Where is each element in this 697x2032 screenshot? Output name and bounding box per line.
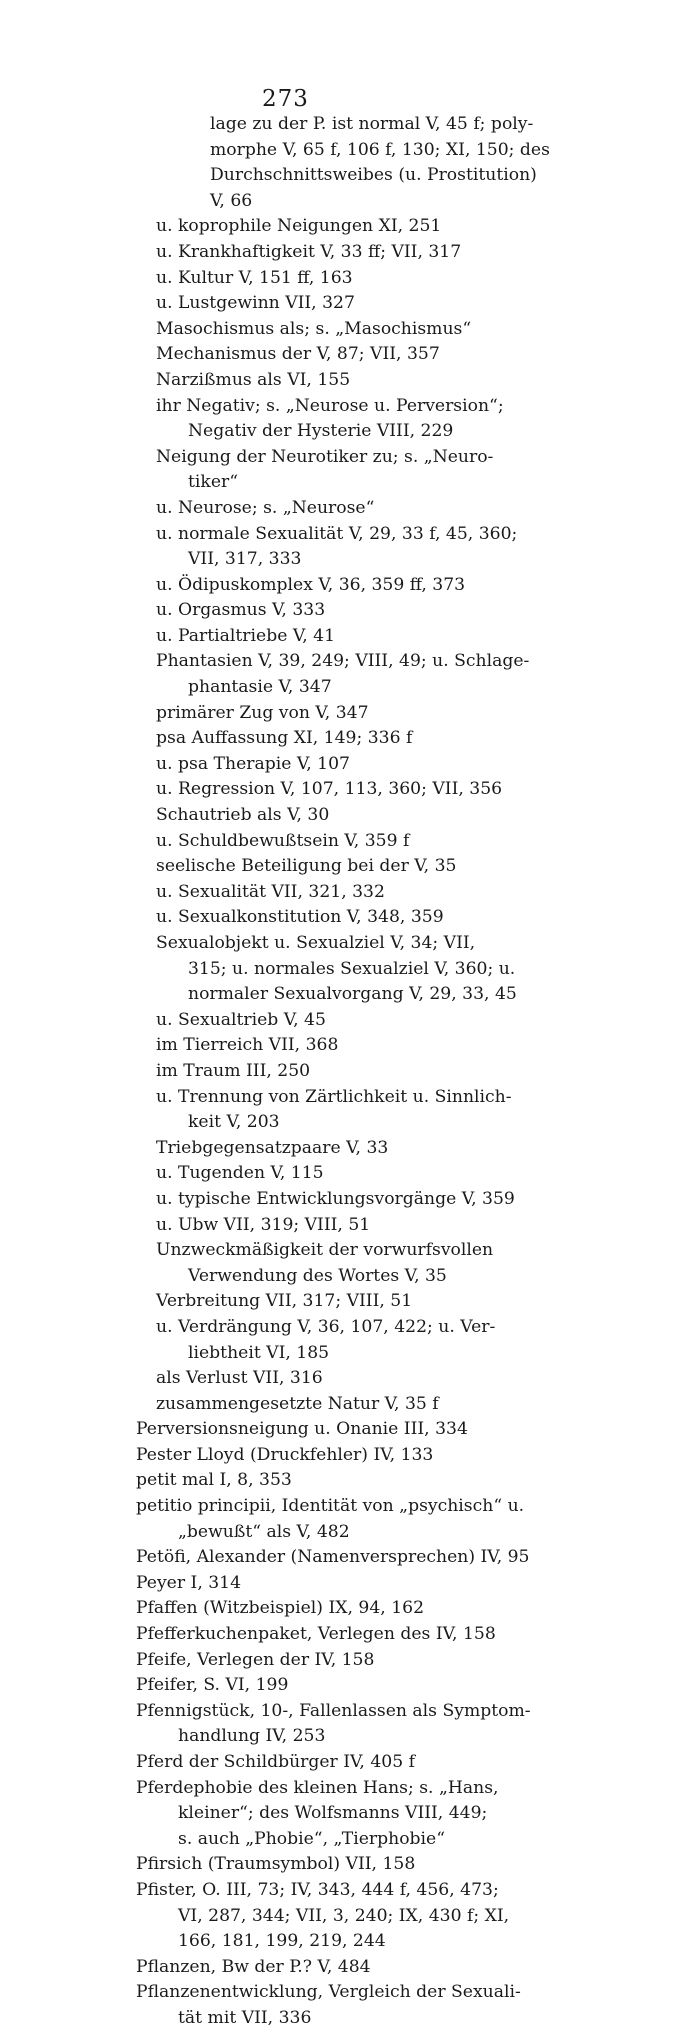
- index-line: u. Neurose; s. „Neurose“: [156, 497, 375, 518]
- index-line: lage zu der P. ist normal V, 45 f; poly-: [210, 114, 534, 134]
- index-line: morphe V, 65 f, 106 f, 130; XI, 150; des: [210, 139, 550, 160]
- index-line: Pfeifer, S. VI, 199: [136, 1675, 289, 1696]
- index-line: s. auch „Phobie“, „Tierphobie“: [178, 1828, 446, 1849]
- index-line: V, 66: [210, 190, 253, 211]
- index-line: Pfennigstück, 10-, Fallenlassen als Symptom-: [136, 1700, 531, 1721]
- index-line: u. koprophile Neigungen XI, 251: [156, 216, 442, 237]
- index-line: Peyer I, 314: [136, 1572, 242, 1593]
- index-line: Pflanzen, Bw der P.? V, 484: [136, 1956, 371, 1977]
- index-line: Triebgegensatzpaare V, 33: [156, 1137, 389, 1158]
- index-line: Pfeife, Verlegen der IV, 158: [136, 1649, 375, 1670]
- index-line: Phantasien V, 39, 249; VIII, 49; u. Schlage-: [156, 651, 530, 672]
- index-line: Pester Lloyd (Druckfehler) IV, 133: [136, 1444, 434, 1465]
- index-line: Verbreitung VII, 317; VIII, 51: [156, 1291, 413, 1312]
- index-line: Mechanismus der V, 87; VII, 357: [156, 344, 440, 365]
- index-line: tiker“: [188, 472, 238, 493]
- index-line: Neigung der Neurotiker zu; s. „Neuro-: [156, 446, 494, 467]
- index-line: im Tierreich VII, 368: [156, 1035, 339, 1056]
- index-line: 315; u. normales Sexualziel V, 360; u.: [188, 958, 516, 979]
- index-line: u. Kultur V, 151 ff, 163: [156, 267, 353, 288]
- index-line: seelische Beteiligung bei der V, 35: [156, 856, 457, 877]
- index-line: u. typische Entwicklungsvorgänge V, 359: [156, 1188, 515, 1209]
- index-line: Pfister, O. III, 73; IV, 343, 444 f, 456, 473;: [136, 1879, 499, 1900]
- index-line: Perversionsneigung u. Onanie III, 334: [136, 1419, 468, 1440]
- index-line: u. Verdrängung V, 36, 107, 422; u. Ver-: [156, 1316, 496, 1337]
- index-line: u. Sexualkonstitution V, 348, 359: [156, 907, 444, 928]
- index-entries: [0, 112, 697, 2032]
- index-line: Sexualobjekt u. Sexualziel V, 34; VII,: [156, 933, 476, 953]
- index-line: Pfirsich (Traumsymbol) VII, 158: [136, 1854, 416, 1875]
- index-line: u. psa Therapie V, 107: [156, 753, 350, 774]
- index-line: als Verlust VII, 316: [156, 1368, 323, 1389]
- index-line: u. Sexualität VII, 321, 332: [156, 881, 385, 902]
- index-line: Schautrieb als V, 30: [156, 805, 330, 826]
- index-line: „bewußt“ als V, 482: [178, 1521, 350, 1542]
- index-line: VI, 287, 344; VII, 3, 240; IX, 430 f; XI,: [178, 1905, 510, 1926]
- index-line: phantasie V, 347: [188, 677, 332, 698]
- index-line: u. Trennung von Zärtlichkeit u. Sinnlich-: [156, 1086, 512, 1107]
- index-line: u. Krankhaftigkeit V, 33 ff; VII, 317: [156, 241, 462, 262]
- index-line: u. Ödipuskomplex V, 36, 359 ff, 373: [156, 574, 466, 595]
- index-line: Unzweckmäßigkeit der vorwurfsvollen: [156, 1240, 494, 1261]
- index-line: Narzißmus als VI, 155: [156, 369, 351, 390]
- index-line: handlung IV, 253: [178, 1726, 326, 1747]
- index-line: u. Orgasmus V, 333: [156, 600, 326, 621]
- index-line: u. Sexualtrieb V, 45: [156, 1009, 326, 1030]
- index-line: liebtheit VI, 185: [188, 1342, 330, 1363]
- index-line: tät mit VII, 336: [178, 2007, 312, 2028]
- index-line: Masochismus als; s. „Masochismus“: [156, 318, 472, 339]
- index-line: primärer Zug von V, 347: [156, 702, 369, 723]
- index-line: VII, 317, 333: [188, 549, 302, 570]
- index-line: u. Ubw VII, 319; VIII, 51: [156, 1214, 371, 1235]
- index-line: keit V, 203: [188, 1112, 280, 1133]
- index-line: petit mal I, 8, 353: [136, 1470, 292, 1491]
- index-line: psa Auffassung XI, 149; 336 f: [156, 728, 413, 749]
- index-line: Verwendung des Wortes V, 35: [188, 1265, 447, 1286]
- index-line: u. normale Sexualität V, 29, 33 f, 45, 360;: [156, 523, 518, 544]
- index-line: ihr Negativ; s. „Neurose u. Perversion“;: [156, 395, 504, 416]
- index-line: kleiner“; des Wolfsmanns VIII, 449;: [178, 1803, 488, 1824]
- page-number: 273: [262, 86, 309, 112]
- index-line: Petöfi, Alexander (Namenversprechen) IV, 95: [136, 1547, 530, 1568]
- index-line: Negativ der Hysterie VIII, 229: [188, 421, 454, 442]
- index-line: normaler Sexualvorgang V, 29, 33, 45: [188, 984, 517, 1005]
- index-line: u. Lustgewinn VII, 327: [156, 293, 355, 314]
- index-line: zusammengesetzte Natur V, 35 f: [156, 1393, 439, 1414]
- index-line: petitio principii, Identität von „psychisch“ u.: [136, 1496, 525, 1517]
- index-line: Pferdephobie des kleinen Hans; s. „Hans,: [136, 1777, 499, 1798]
- index-line: im Traum III, 250: [156, 1060, 311, 1081]
- index-line: u. Tugenden V, 115: [156, 1163, 324, 1184]
- index-line: Durchschnittsweibes (u. Prostitution): [210, 165, 537, 186]
- index-line: Pflanzenentwicklung, Vergleich der Sexuali-: [136, 1982, 521, 2003]
- index-line: u. Partialtriebe V, 41: [156, 625, 336, 646]
- index-line: Pfefferkuchenpaket, Verlegen des IV, 158: [136, 1624, 496, 1645]
- index-line: 166, 181, 199, 219, 244: [178, 1931, 386, 1952]
- index-line: Pferd der Schildbürger IV, 405 f: [136, 1752, 415, 1772]
- index-line: u. Regression V, 107, 113, 360; VII, 356: [156, 779, 503, 800]
- index-line: Pfaffen (Witzbeispiel) IX, 94, 162: [136, 1598, 424, 1619]
- index-line: u. Schuldbewußtsein V, 359 f: [156, 830, 410, 851]
